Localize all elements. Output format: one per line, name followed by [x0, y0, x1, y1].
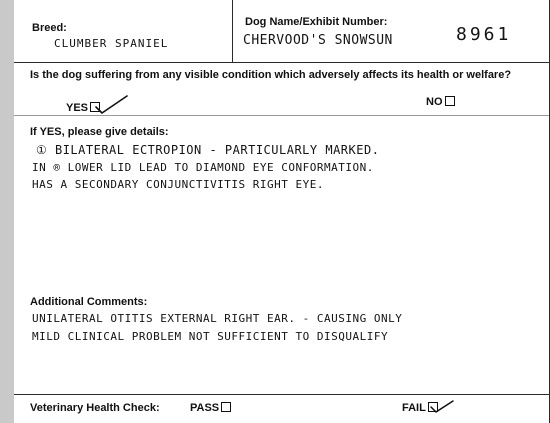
yes-label: YES — [66, 102, 89, 114]
divider-header — [14, 62, 550, 63]
details-line-3: HAS A SECONDARY CONJUNCTIVITIS RIGHT EYE. — [32, 178, 325, 191]
comments-label: Additional Comments: — [30, 296, 148, 308]
condition-question: Is the dog suffering from any visible condition which adversely affects its health or welfare? — [30, 69, 512, 81]
details-label: If YES, please give details: — [30, 126, 169, 138]
divider-details-top — [14, 115, 550, 116]
comments-line-2: MILD CLINICAL PROBLEM NOT SUFFICIENT TO DISQUALIFY — [32, 330, 389, 343]
exhibit-number-value: 8961 — [456, 24, 512, 45]
no-label: NO — [426, 96, 443, 108]
pass-checkbox[interactable] — [221, 402, 231, 412]
breed-label: Breed: — [32, 22, 67, 34]
dog-name-value: CHERVOOD'S SNOWSUN — [243, 33, 393, 48]
pass-option[interactable] — [190, 402, 231, 414]
breed-value: CLUMBER SPANIEL — [54, 37, 169, 50]
dog-name-label: Dog Name/Exhibit Number: — [245, 16, 388, 28]
fail-tick-mark — [429, 398, 455, 414]
health-check-label: Veterinary Health Check: — [30, 402, 160, 414]
no-checkbox[interactable] — [445, 96, 455, 106]
divider-footer — [14, 394, 550, 395]
pass-label: PASS — [190, 402, 220, 414]
no-option[interactable] — [426, 96, 455, 108]
fail-label: FAIL — [402, 402, 426, 414]
details-line-1: ① BILATERAL ECTROPION - PARTICULARLY MARKED. — [36, 143, 380, 157]
details-line-2: IN ® LOWER LID LEAD TO DIAMOND EYE CONFORMATION. — [32, 161, 374, 174]
comments-line-1: UNILATERAL OTITIS EXTERNAL RIGHT EAR. - CAUSING ONLY — [32, 312, 403, 325]
vet-health-form — [14, 0, 550, 423]
yes-tick-mark — [94, 93, 130, 115]
divider-header-vertical — [232, 0, 233, 62]
